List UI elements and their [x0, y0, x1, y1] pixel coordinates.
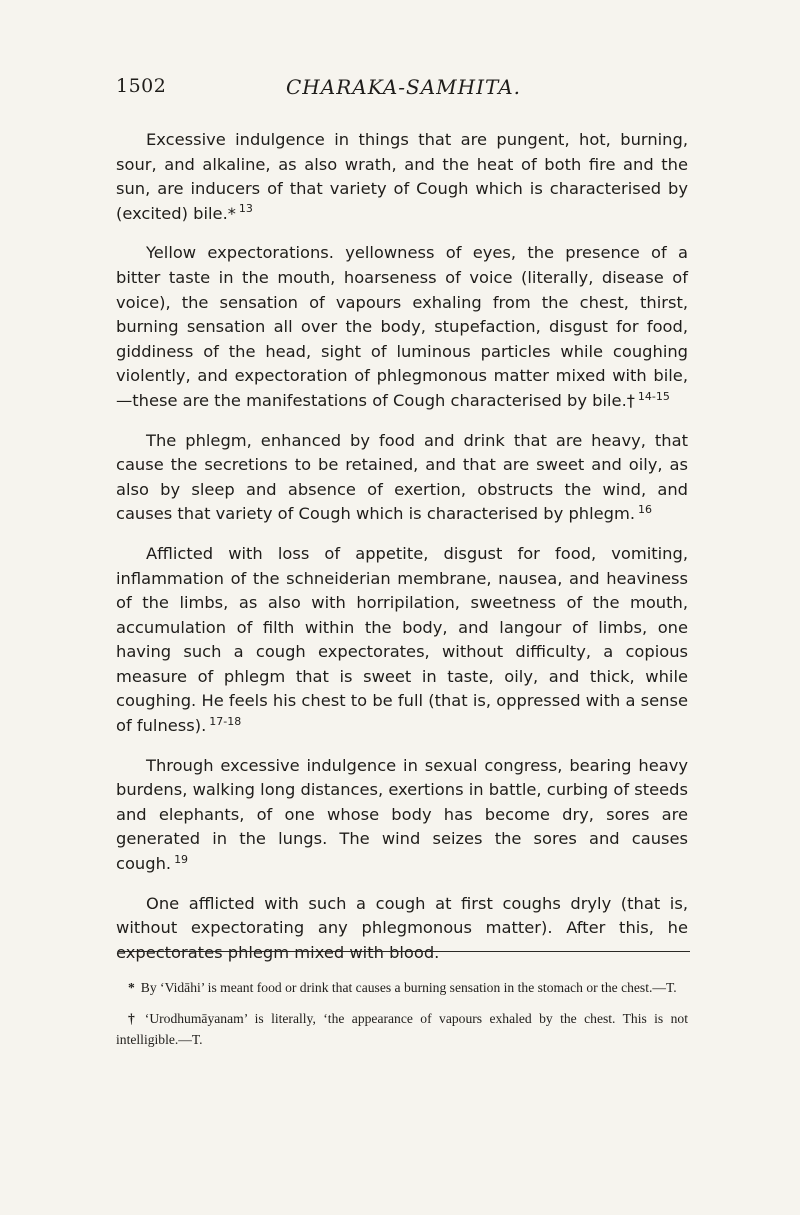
paragraph-text: Yellow expectorations. yellowness of eyes, the presence of a bitter taste in the mouth, hoarseness of voice (literally, disease of voice), the sensation of vapours exhaling from the chest, thirst, burning sensation all over the body, stupefaction, disgust for food, giddiness of the head, sight of luminous particles while coughing violently, and expectoration of phlegmonous matter mixed with bile,—these are the manifestations of Cough characterised by bile.†: [116, 243, 688, 410]
paragraph: [116, 542, 688, 739]
footnote-mark: *: [128, 980, 135, 995]
verse-number: 19: [174, 852, 189, 866]
paragraph: [116, 128, 688, 226]
verse-number: 17-18: [209, 714, 242, 728]
footnotes: [116, 977, 688, 1060]
footnote-divider: [118, 951, 690, 952]
paragraph-text: Through excessive indulgence in sexual congress, bearing heavy burdens, walking long distances, exertions in battle, curbing of steeds and elephants, of one whose body has become dry, sores are generated in the lungs. The wind seizes the sores and causes cough.: [116, 755, 688, 874]
paragraph: [116, 892, 688, 966]
verse-number: 14-15: [637, 389, 670, 403]
footnote: [116, 1008, 688, 1050]
verse-number: 16: [638, 502, 653, 516]
paragraph: [116, 241, 688, 413]
paragraph: [116, 754, 688, 877]
footnote-mark: †: [128, 1011, 139, 1026]
footnote-text: By ‘Vidāhi’ is meant food or drink that causes a burning sensation in the stomach or the chest.—T.: [140, 980, 677, 995]
paragraph-text: The phlegm, enhanced by food and drink that are heavy, that cause the secretions to be retained, and that are sweet and oily, as also by sleep and absence of exertion, obstructs the wind, and causes that variety of Cough which is characterised by phlegm.: [116, 430, 688, 524]
page-header: [116, 75, 706, 105]
paragraph-text: Excessive indulgence in things that are pungent, hot, burning, sour, and alkaline, as also wrath, and the heat of both fire and the sun, are inducers of that variety of Cough which is characterised by (excited) bile.*: [116, 130, 688, 223]
paragraph: [116, 429, 688, 527]
footnote: [116, 977, 688, 998]
running-title: CHARAKA-SAMHITA.: [286, 75, 522, 99]
footnote-text: ‘Urodhumāyanam’ is literally, ‘the appearance of vapours exhaled by the chest. This is not intelligible.—T.: [116, 1011, 688, 1047]
verse-number: 13: [238, 202, 253, 216]
page-number: 1502: [116, 75, 167, 97]
paragraph-text: Afflicted with loss of appetite, disgust for food, vomiting, inflammation of the schneiderian membrane, nausea, and heaviness of the limbs, as also with horripilation, sweetness of the mouth, accumulation of filth within the body, and langour of limbs, one having such a cough expectorates, without difficulty, a copious measure of phlegm that is sweet in taste, oily, and thick, while coughing. He feels his chest to be full (that is, oppressed with a sense of fulness).: [116, 543, 688, 736]
main-text: [116, 128, 688, 980]
paragraph-text: One afflicted with such a cough at first coughs dryly (that is, without expectorating any phlegmonous matter). After this, he expectorates phlegm mixed with blood.: [116, 893, 688, 962]
